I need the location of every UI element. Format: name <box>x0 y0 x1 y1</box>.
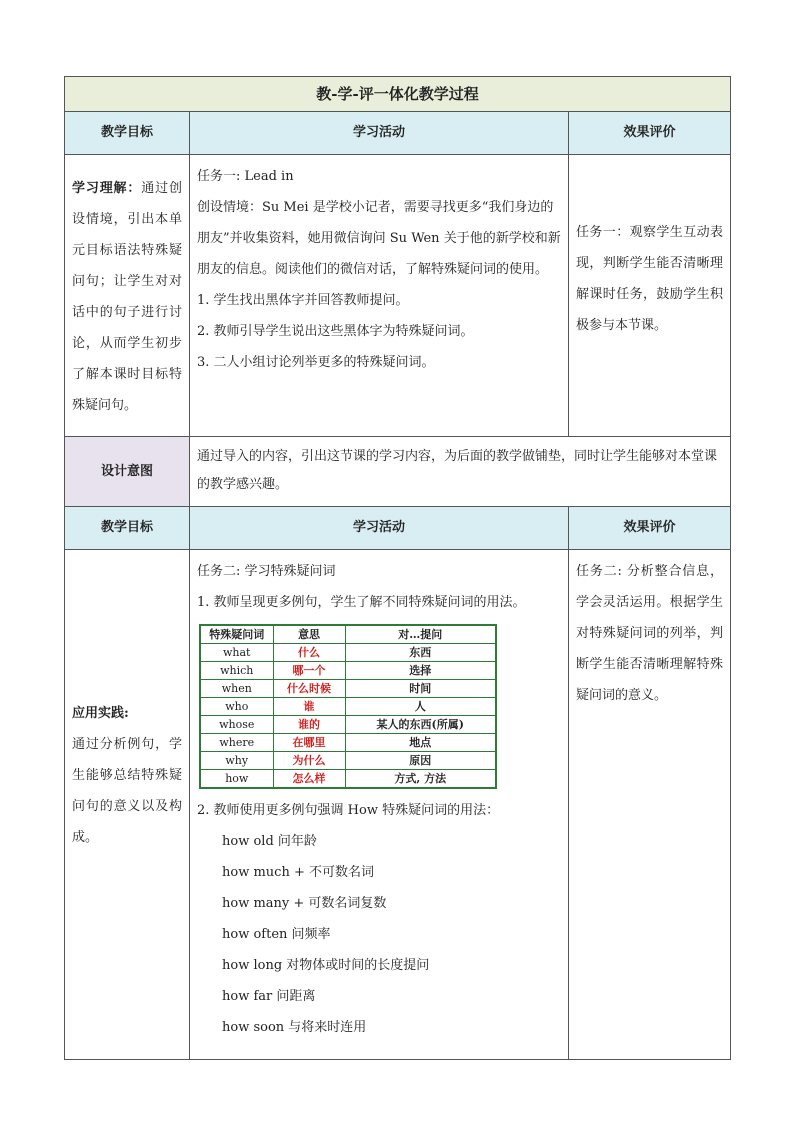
section1-activity-line-2: 1. 学生找出黑体字并回答教师提问。 <box>197 293 409 308</box>
qw-meaning: 哪一个 <box>273 662 345 680</box>
qw-header-row <box>200 625 496 644</box>
how-item: how long 对物体或时间的长度提问 <box>222 958 430 973</box>
section2-step2: 2. 教师使用更多例句强调 How 特殊疑问词的用法： <box>197 803 500 818</box>
section2-eval <box>569 550 731 1060</box>
qw-meaning: 为什么 <box>273 752 345 770</box>
qw-asks: 人 <box>345 698 496 716</box>
title-row <box>65 77 731 112</box>
how-item: how soon 与将来时连用 <box>222 1020 367 1035</box>
table-title: 教-学-评一体化教学过程 <box>65 77 731 112</box>
header-row-2 <box>65 507 731 550</box>
qw-word: how <box>200 770 273 789</box>
qw-asks: 原因 <box>345 752 496 770</box>
header-row <box>65 112 731 155</box>
header-goal: 教学目标 <box>65 112 190 155</box>
qw-word: what <box>200 644 273 662</box>
table-row <box>200 734 496 752</box>
section1-activity-line-0: 任务一: Lead in <box>197 169 294 184</box>
qw-meaning: 在哪里 <box>273 734 345 752</box>
how-item: how often 问频率 <box>222 927 331 942</box>
qw-header-word: 特殊疑问词 <box>200 625 273 644</box>
how-item: how old 问年龄 <box>222 834 317 849</box>
question-word-table <box>199 624 497 789</box>
header-goal-2: 教学目标 <box>65 507 190 550</box>
section1-goal-bold: 学习理解： <box>72 181 142 196</box>
intent-row <box>65 437 731 507</box>
qw-meaning: 谁 <box>273 698 345 716</box>
header-eval-2: 效果评价 <box>569 507 731 550</box>
qw-header-asks: 对…提问 <box>345 625 496 644</box>
section2-goal-text: 通过分析例句，学生能够总结特殊疑问句的意义以及构成。 <box>72 737 182 845</box>
section1-activity-line-3: 2. 教师引导学生说出这些黑体字为特殊疑问词。 <box>197 324 474 339</box>
section2-task-title: 任务二: 学习特殊疑问词 <box>197 564 336 579</box>
section1-activity <box>190 155 569 437</box>
qw-word: who <box>200 698 273 716</box>
qw-meaning: 什么时候 <box>273 680 345 698</box>
section2-eval-text: 任务二: 分析整合信息，学会灵活运用。根据学生对特殊疑问词的列举，判断学生能否清晰理解特殊疑问词的意义。 <box>576 564 723 703</box>
qw-asks: 方式, 方法 <box>345 770 496 789</box>
qw-asks: 东西 <box>345 644 496 662</box>
section2-goal <box>65 550 190 1060</box>
how-item: how much + 不可数名词 <box>222 865 374 880</box>
qw-meaning: 怎么样 <box>273 770 345 789</box>
header-activity: 学习活动 <box>190 112 569 155</box>
table-row <box>200 662 496 680</box>
how-item: how many + 可数名词复数 <box>222 896 387 911</box>
qw-word: when <box>200 680 273 698</box>
section1-eval <box>569 155 731 437</box>
section2-goal-bold: 应用实践: <box>72 706 129 721</box>
section2-activity <box>190 550 569 1060</box>
section1-goal-text: 通过创设情境，引出本单元目标语法特殊疑问句；让学生对对话中的句子进行讨论，从而学生初步了解本课时目标特殊疑问句。 <box>72 181 182 413</box>
qw-word: whose <box>200 716 273 734</box>
how-item: how far 问距离 <box>222 989 316 1004</box>
table-row <box>200 680 496 698</box>
intent-text: 通过导入的内容，引出这节课的学习内容，为后面的教学做铺垫，同时让学生能够对本堂课的教学感兴趣。 <box>190 437 731 507</box>
table-row <box>200 770 496 789</box>
qw-word: where <box>200 734 273 752</box>
header-eval: 效果评价 <box>569 112 731 155</box>
section1-activity-line-1: 创设情境：Su Mei 是学校小记者，需要寻找更多“我们身边的朋友”并收集资料，她用微信询问 Su Wen 关于他的新学校和新朋友的信息。阅读他们的微信对话，了解特殊疑问词的使用。 <box>197 200 561 277</box>
header-activity-2: 学习活动 <box>190 507 569 550</box>
qw-asks: 地点 <box>345 734 496 752</box>
teaching-process-table <box>64 76 731 1060</box>
qw-asks: 某人的东西(所属) <box>345 716 496 734</box>
section2-step1: 1. 教师呈现更多例句，学生了解不同特殊疑问词的用法。 <box>197 595 526 610</box>
table-row <box>200 716 496 734</box>
section1-activity-line-4: 3. 二人小组讨论列举更多的特殊疑问词。 <box>197 355 435 370</box>
qw-header-meaning: 意思 <box>273 625 345 644</box>
intent-label: 设计意图 <box>65 437 190 507</box>
section2-row <box>65 550 731 1060</box>
qw-word: why <box>200 752 273 770</box>
section1-eval-text: 任务一：观察学生互动表现，判断学生能否清晰理解课时任务，鼓励学生积极参与本节课。 <box>576 225 723 333</box>
qw-asks: 时间 <box>345 680 496 698</box>
table-row <box>200 698 496 716</box>
qw-asks: 选择 <box>345 662 496 680</box>
section1-goal <box>65 155 190 437</box>
qw-meaning: 谁的 <box>273 716 345 734</box>
section1-row <box>65 155 731 437</box>
table-row <box>200 752 496 770</box>
table-row <box>200 644 496 662</box>
qw-word: which <box>200 662 273 680</box>
qw-meaning: 什么 <box>273 644 345 662</box>
